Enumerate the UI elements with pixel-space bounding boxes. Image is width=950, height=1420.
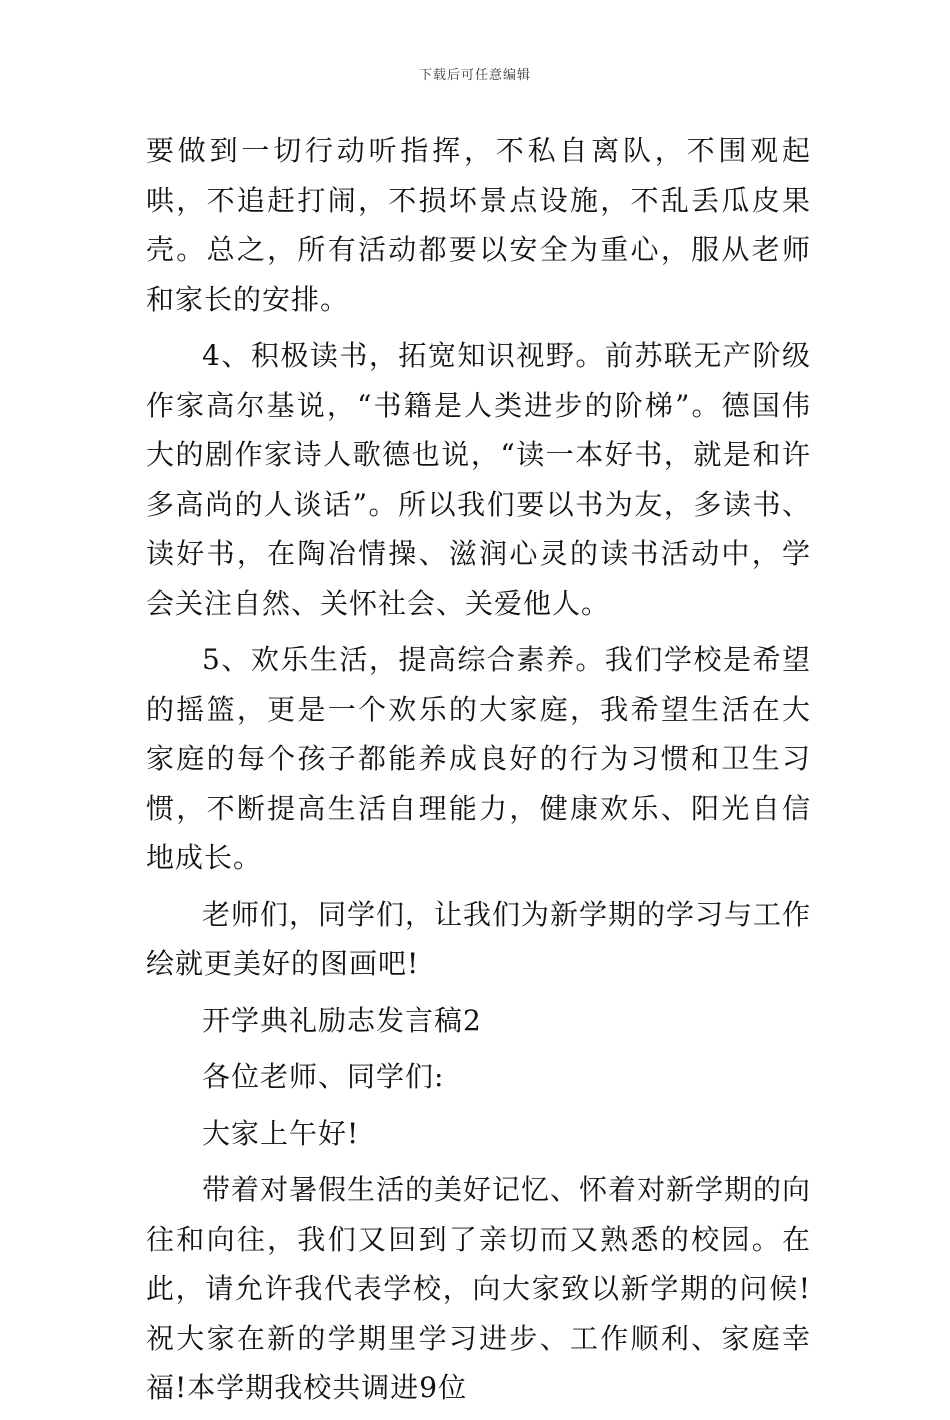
section-title: 开学典礼励志发言稿2: [202, 1003, 482, 1037]
paragraph-safety-rules: 要做到一切行动听指挥，不私自离队，不围观起哄，不追赶打闹，不损坏景点设施，不乱丢瓜皮果壳。总之，所有活动都要以安全为重心，服从老师和家长的安排。: [146, 134, 811, 316]
paragraph-happy-life: 5、欢乐生活，提高综合素养。我们学校是希望的摇篮，更是一个欢乐的大家庭，我希望生活在大家庭的每个孩子都能养成良好的行为习惯和卫生习惯，不断提高生活自理能力，健康欢乐、阳光自信地成长。: [146, 643, 811, 874]
paragraph-salutation: 各位老师、同学们:: [202, 1060, 445, 1093]
paragraph-reading: 4、积极读书，拓宽知识视野。前苏联无产阶级作家高尔基说，“书籍是人类进步的阶梯”。德国伟大的剧作家诗人歌德也说，“读一本好书，就是和许多高尚的人谈话”。所以我们要以书为友，多读书、读好书，在陶冶情操、滋润心灵的读书活动中，学会关注自然、关怀社会、关爱他人。: [146, 339, 811, 620]
paragraph-greeting: 大家上午好!: [202, 1116, 360, 1150]
paragraph-closing: 老师们，同学们，让我们为新学期的学习与工作绘就更美好的图画吧!: [146, 897, 812, 980]
page-header: 下载后可任意编辑: [418, 68, 531, 83]
paragraph-opening: 带着对暑假生活的美好记忆、怀着对新学期的向往和向往，我们又回到了亲切而又熟悉的校园。在此，请允许我代表学校，向大家致以新学期的问候!祝大家在新的学期里学习进步、工作顺利、家庭幸福!本学期我校共调进9位: [146, 1173, 812, 1404]
document-body: [146, 126, 811, 1420]
